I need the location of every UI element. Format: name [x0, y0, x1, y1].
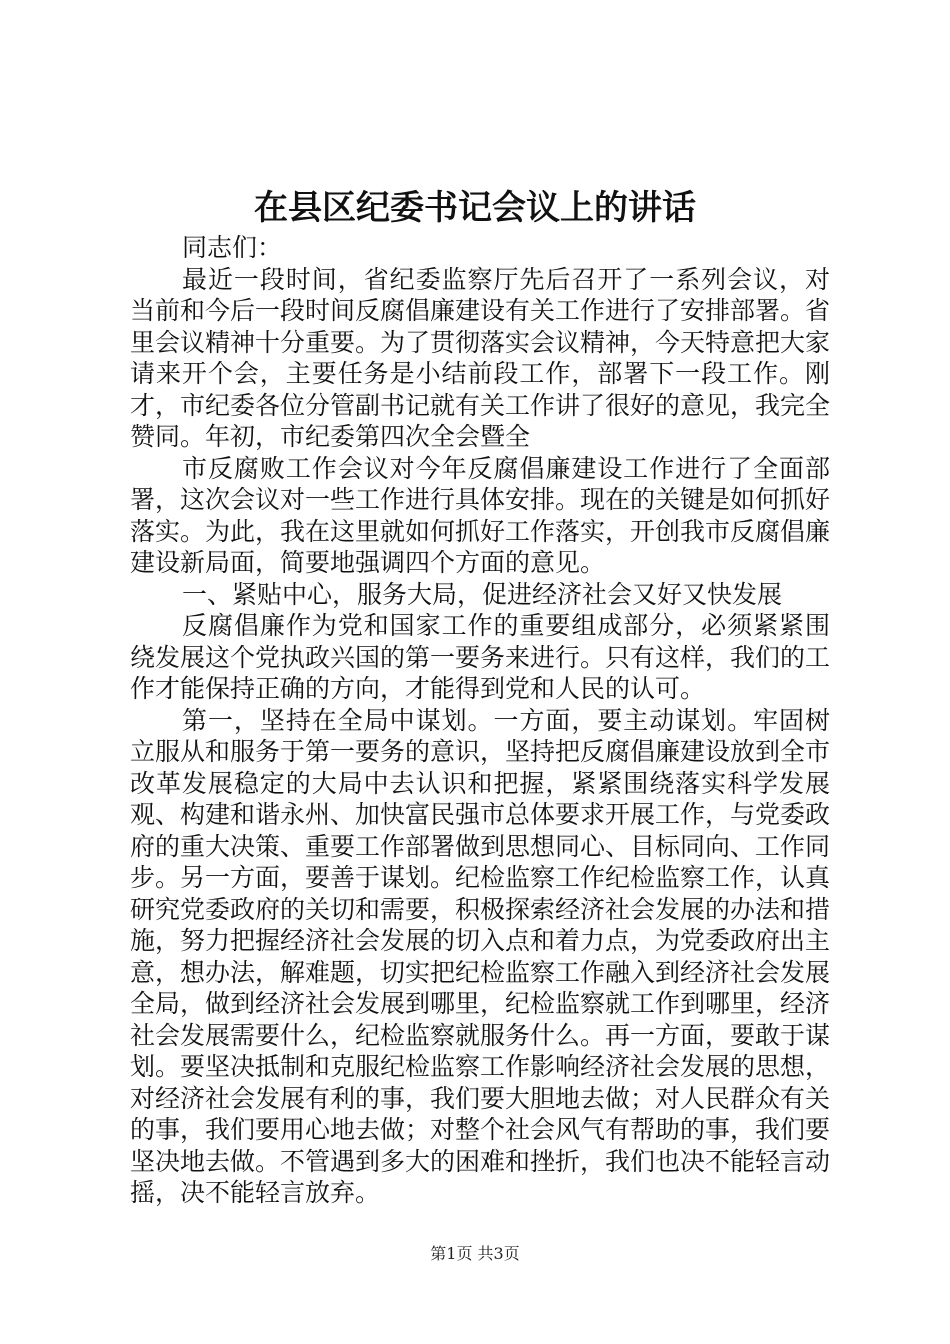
paragraph: 反腐倡廉作为党和国家工作的重要组成部分，必须紧紧围绕发展这个党执政兴国的第一要务来进行。只有这样，我们的工作才能保持正确的方向，才能得到党和人民的认可。: [130, 611, 831, 703]
page-number-footer: 第1页 共3页: [430, 1244, 520, 1263]
salutation: 同志们：: [182, 233, 283, 262]
section-heading: 一、紧贴中心，服务大局，促进经济社会又好又快发展: [182, 579, 783, 609]
paragraph: 最近一段时间，省纪委监察厅先后召开了一系列会议，对当前和今后一段时间反腐倡廉建设有关工作进行了安排部署。省里会议精神十分重要。为了贯彻落实会议精神，今天特意把大家请来开个会，主要任务是小结前段工作，部署下一段工作。刚才，市纪委各位分管副书记就有关工作讲了很好的意见，我完全赞同。年初，市纪委第四次全会暨全: [130, 264, 831, 451]
document-title: 在县区纪委书记会议上的讲话: [254, 188, 696, 228]
paragraph: 第一，坚持在全局中谋划。一方面，要主动谋划。牢固树立服从和服务于第一要务的意识，坚持把反腐倡廉建设放到全市改革发展稳定的大局中去认识和把握，紧紧围绕落实科学发展观、构建和谐永州、加快富民强市总体要求开展工作，与党委政府的重大决策、重要工作部署做到思想同心、目标同向、工作同步。另一方面，要善于谋划。纪检监察工作纪检监察工作，认真研究党委政府的关切和需要，积极探索经济社会发展的办法和措施，努力把握经济社会发展的切入点和着力点，为党委政府出主意，想办法，解难题，切实把纪检监察工作融入到经济社会发展全局，做到经济社会发展到哪里，纪检监察就工作到哪里，经济社会发展需要什么，纪检监察就服务什么。再一方面，要敢于谋划。要坚决抵制和克服纪检监察工作影响经济社会发展的思想，对经济社会发展有利的事，我们要大胆地去做；对人民群众有关的事，我们要用心地去做；对整个社会风气有帮助的事，我们要坚决地去做。不管遇到多大的困难和挫折，我们也决不能轻言动摇，决不能轻言放弃。: [130, 705, 831, 1207]
paragraph: 市反腐败工作会议对今年反腐倡廉建设工作进行了全面部署，这次会议对一些工作进行具体安排。现在的关键是如何抓好落实。为此，我在这里就如何抓好工作落实，开创我市反腐倡廉建设新局面，简要地强调四个方面的意见。: [130, 453, 831, 577]
document-body: [130, 232, 830, 1209]
